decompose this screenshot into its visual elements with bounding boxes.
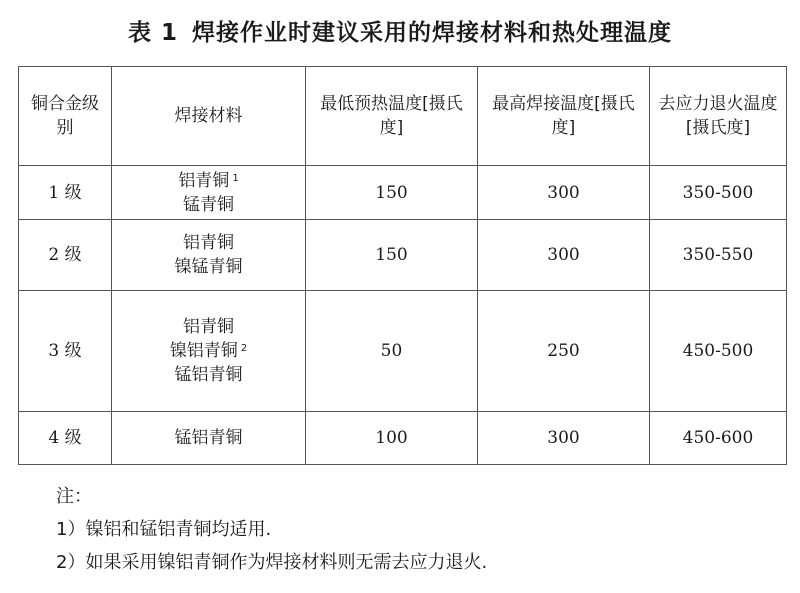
notes-section bbox=[56, 480, 487, 579]
header-alloy-grade: 铜合金级别 bbox=[19, 67, 112, 166]
table-row bbox=[19, 220, 787, 291]
grade-cell: 1 级 bbox=[19, 166, 112, 220]
stress-relief-cell: 350-500 bbox=[650, 166, 787, 220]
table-row bbox=[19, 412, 787, 465]
grade-cell: 4 级 bbox=[19, 412, 112, 465]
note-item: 1）镍铝和锰铝青铜均适用. bbox=[56, 519, 272, 540]
material-cell bbox=[112, 220, 306, 291]
max-weld-cell: 300 bbox=[478, 166, 650, 220]
material-line: 锰青铜 bbox=[183, 194, 234, 215]
min-preheat-cell: 150 bbox=[306, 220, 478, 291]
stress-relief-cell: 350-550 bbox=[650, 220, 787, 291]
stress-relief-cell: 450-600 bbox=[650, 412, 787, 465]
material-cell bbox=[112, 412, 306, 465]
stress-relief-cell: 450-500 bbox=[650, 291, 787, 412]
header-min-preheat: 最低预热温度[摄氏度] bbox=[306, 67, 478, 166]
footnote-marker: 1 bbox=[232, 172, 239, 184]
table-header-row bbox=[19, 67, 787, 166]
table-number: 表 1 bbox=[127, 20, 178, 46]
min-preheat-cell: 150 bbox=[306, 166, 478, 220]
max-weld-cell: 250 bbox=[478, 291, 650, 412]
material-line: 铝青铜 $^1$ bbox=[178, 170, 239, 191]
table-row bbox=[19, 291, 787, 412]
table-title bbox=[0, 14, 800, 47]
table-caption: 焊接作业时建议采用的焊接材料和热处理温度 bbox=[192, 20, 672, 46]
material-cell bbox=[112, 166, 306, 220]
max-weld-cell: 300 bbox=[478, 412, 650, 465]
header-welding-material: 焊接材料 bbox=[112, 67, 306, 166]
footnote-marker: 2 bbox=[240, 343, 248, 354]
grade-cell: 2 级 bbox=[19, 220, 112, 291]
min-preheat-cell: 100 bbox=[306, 412, 478, 465]
material-line: 镍锰青铜 bbox=[174, 257, 243, 277]
material-line: 锰铝青铜 bbox=[174, 365, 243, 385]
min-preheat-cell: 50 bbox=[306, 291, 478, 412]
note-item: 2）如果采用镍铝青铜作为焊接材料则无需去应力退火. bbox=[56, 552, 488, 573]
header-max-weld-temp: 最高焊接温度[摄氏度] bbox=[478, 67, 650, 166]
material-cell bbox=[112, 291, 306, 412]
grade-cell: 3 级 bbox=[19, 291, 112, 412]
max-weld-cell: 300 bbox=[478, 220, 650, 291]
table-row bbox=[19, 166, 787, 220]
material-line: 锰铝青铜 bbox=[174, 428, 243, 448]
material-line: 铝青铜 bbox=[183, 233, 234, 253]
material-line: 镍铝青铜 $^2$ bbox=[169, 341, 248, 361]
notes-heading: 注： bbox=[56, 486, 92, 507]
header-stress-relief: 去应力退火温度[摄氏度] bbox=[650, 67, 787, 166]
welding-table bbox=[18, 66, 787, 465]
material-line: 铝青铜 bbox=[183, 317, 234, 337]
